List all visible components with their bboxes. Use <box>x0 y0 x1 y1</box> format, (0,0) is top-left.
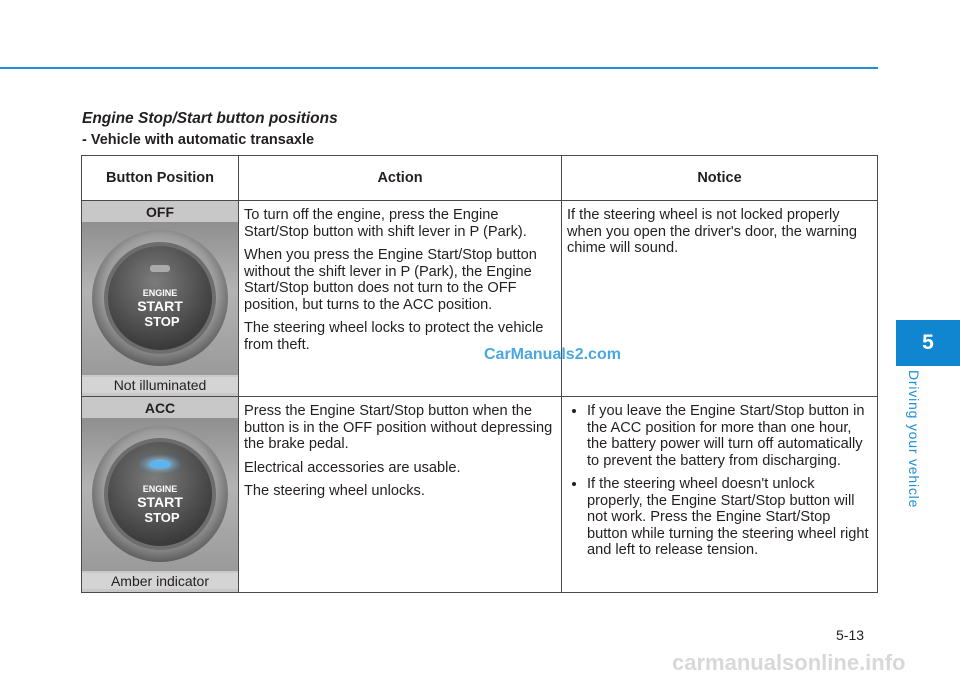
position-panel <box>82 397 238 592</box>
engine-start-stop-button-icon <box>82 418 238 571</box>
position-caption: Not illuminated <box>82 377 238 393</box>
page-subtitle: - Vehicle with automatic transaxle <box>82 132 315 148</box>
indicator-lamp <box>150 461 170 468</box>
notice-text: If the steering wheel is not locked properly when you open the driver's door, the warning chime will sound. <box>567 207 857 256</box>
table-header-row <box>82 156 878 201</box>
notice-bullet: • If the steering wheel doesn't unlock properly, the Engine Start/Stop button will not work. Press the Engine Start/Stop button while turning the steering wheel right and left to release tension. <box>587 476 873 559</box>
action-cell <box>239 397 562 593</box>
position-cell <box>82 201 239 397</box>
header-rule <box>0 67 878 69</box>
button-label-start: START <box>137 494 183 510</box>
page-title: Engine Stop/Start button positions <box>82 110 338 127</box>
action-cell <box>239 201 562 397</box>
action-text: The steering wheel unlocks. <box>244 483 425 499</box>
action-text: The steering wheel locks to protect the vehicle from theft. <box>244 320 544 353</box>
page-number: 5-13 <box>836 627 865 643</box>
table-row <box>82 201 878 397</box>
notice-list <box>567 403 873 559</box>
action-text: To turn off the engine, press the Engine Start/Stop button with shift lever in P (Park). <box>244 207 527 240</box>
header-button-position: Button Position <box>82 156 239 201</box>
position-name: OFF <box>146 204 174 220</box>
section-tab <box>896 320 960 366</box>
button-label-stop: STOP <box>144 314 180 329</box>
action-text: When you press the Engine Start/Stop button without the shift lever in P (Park), the Engine Start/Stop button does not turn to the OFF position, but turns to the ACC position. <box>244 247 537 313</box>
section-number: 5 <box>922 331 934 354</box>
position-cell <box>82 397 239 593</box>
section-label: Driving your vehicle <box>906 370 922 509</box>
table-row <box>82 397 878 593</box>
notice-cell <box>562 201 878 397</box>
footer-site-link[interactable]: carmanualsonline.info <box>672 650 906 675</box>
button-label-start: START <box>137 298 183 314</box>
header-action: Action <box>239 156 562 201</box>
engine-button-image <box>82 418 238 571</box>
engine-button-image <box>82 222 238 375</box>
button-label-engine: ENGINE <box>142 484 178 494</box>
button-label-engine: ENGINE <box>142 288 178 298</box>
action-text: Electrical accessories are usable. <box>244 459 461 476</box>
position-caption: Amber indicator <box>82 573 238 589</box>
position-name: ACC <box>144 400 176 416</box>
position-panel <box>82 201 238 396</box>
notice-bullet: • If you leave the Engine Start/Stop button in the ACC position for more than one hour, the battery power will turn off automatically to prevent the battery from discharging. <box>587 403 873 469</box>
button-label-stop: STOP <box>144 510 180 525</box>
watermark-link[interactable]: CarManuals2.com <box>484 346 621 363</box>
engine-start-stop-button-icon <box>82 222 238 375</box>
action-text: Press the Engine Start/Stop button when the button is in the OFF position without depressing the brake pedal. <box>244 403 553 452</box>
button-position-table <box>81 155 878 593</box>
indicator-lamp <box>150 265 170 272</box>
header-notice: Notice <box>562 156 878 201</box>
notice-cell <box>562 397 878 593</box>
